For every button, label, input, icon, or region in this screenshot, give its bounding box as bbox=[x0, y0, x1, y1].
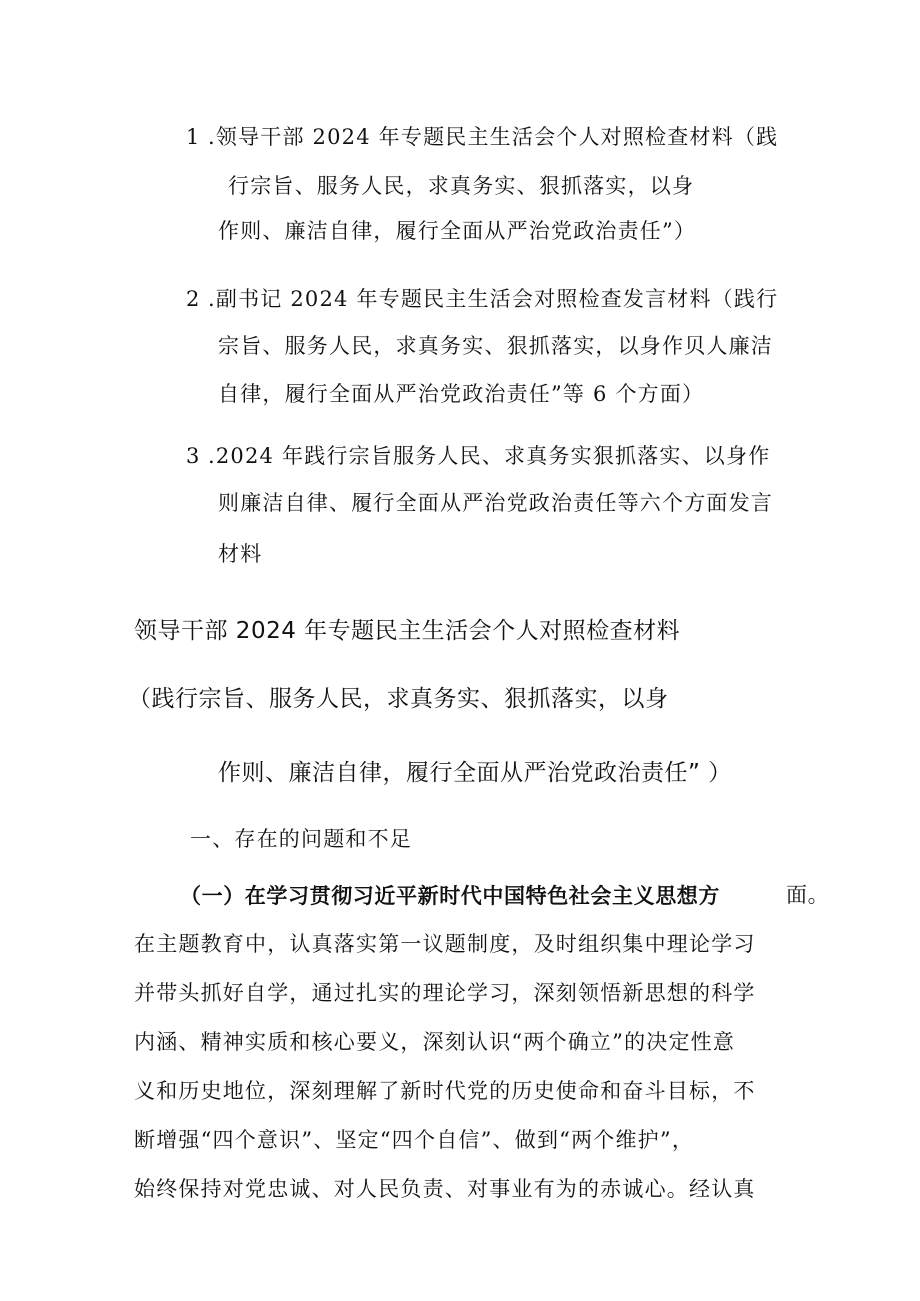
toc-item-2-line-2: 宗旨、服务人民，求真务实、狠抓落实，以身作贝人廉洁 bbox=[218, 334, 773, 358]
toc-item-1-number: 1 bbox=[186, 125, 201, 149]
body-line-6: 始终保持对党忠诚、对人民负责、对事业有为的赤诚心。经认真 bbox=[134, 1177, 756, 1201]
document-title-line-2: （践行宗旨、服务人民，求真务实、狠抓落实，以身 bbox=[128, 686, 669, 712]
toc-item-3-line-1: .2024 年践行宗旨服务人民、求真务实狠抓落实、以身作 bbox=[208, 444, 771, 468]
document-title-line-3: 作则、廉洁自律，履行全面从严治党政治责任” ） bbox=[218, 760, 732, 786]
toc-item-3-line-2: 则廉洁自律、履行全面从严治党政治责任等六个方面发言 bbox=[218, 491, 773, 515]
toc-item-1-line-3: 作则、廉洁自律，履行全面从严治党政治责任”） bbox=[218, 219, 697, 243]
document-title-line-1: 领导干部 2024 年专题民主生活会个人对照检查材料 bbox=[134, 618, 681, 644]
toc-item-1-line-2: 行宗旨、服务人民，求真务实、狠抓落实，以身 bbox=[228, 174, 695, 198]
toc-item-3-number: 3 bbox=[186, 444, 201, 468]
body-line-3: 内涵、精神实质和核心要义，深刻认识“两个确立”的决定性意 bbox=[134, 1030, 736, 1054]
body-line-4: 义和历史地位，深刻理解了新时代党的历史使命和奋斗目标，不 bbox=[134, 1079, 756, 1103]
body-line-1: 在主题教育中，认真落实第一议题制度，及时组织集中理论学习 bbox=[134, 932, 756, 956]
toc-item-2-number: 2 bbox=[186, 287, 201, 311]
section-heading: 一、存在的问题和不足 bbox=[190, 827, 412, 851]
subsection-heading: （一）在学习贯彻习近平新时代中国特色社会主义思想方 bbox=[180, 883, 720, 908]
body-line-5: 断增强“四个意识”、坚定“四个自信”、做到“两个维护”， bbox=[134, 1128, 695, 1152]
subsection-heading-tail: 面。 bbox=[786, 883, 830, 907]
toc-item-1-line-1: .领导干部 2024 年专题民主生活会个人对照检查材料（践 bbox=[208, 125, 779, 149]
body-line-2: 并带头抓好自学，通过扎实的理论学习，深刻领悟新思想的科学 bbox=[134, 981, 756, 1005]
toc-item-2-line-1: .副书记 2024 年专题民主生活会对照检查发言材料（践行 bbox=[208, 287, 779, 311]
toc-item-3-line-3: 材料 bbox=[218, 542, 263, 566]
toc-item-2-line-3: 自律，履行全面从严治党政治责任”等 6 个方面） bbox=[218, 382, 705, 406]
